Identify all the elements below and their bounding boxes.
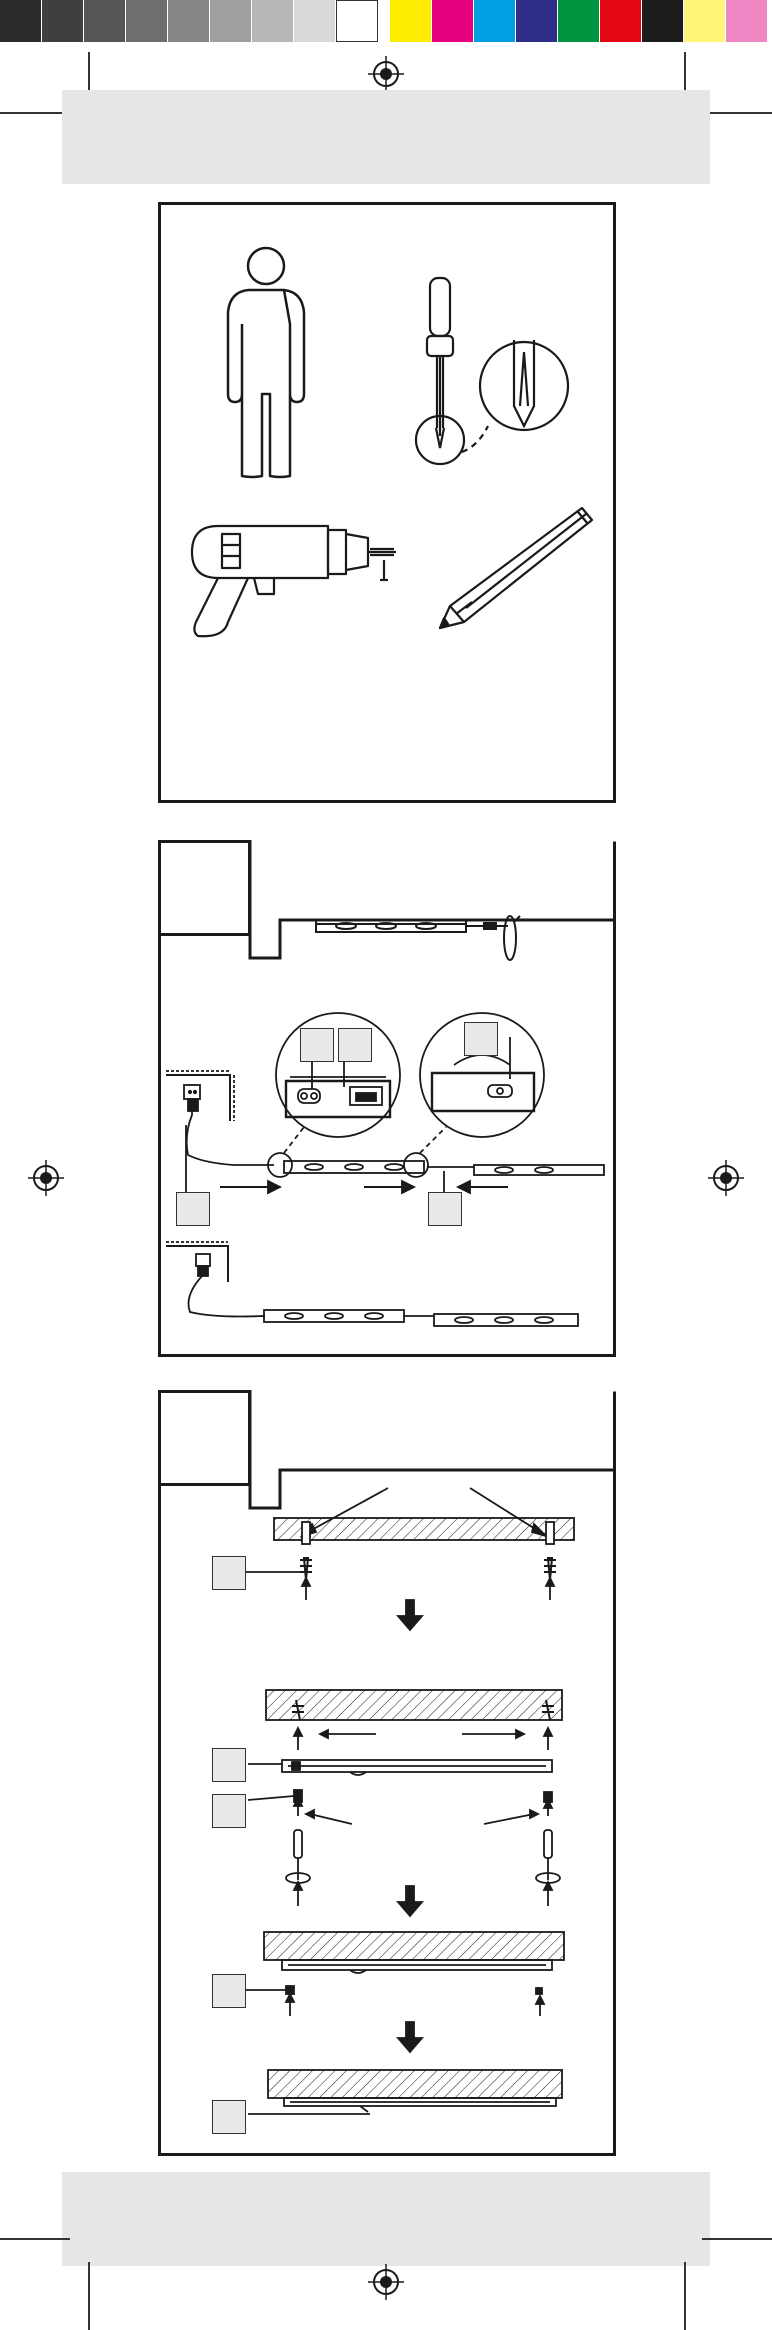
led-bar-icon	[314, 908, 532, 964]
color-calibration-bar	[0, 0, 772, 44]
swatch-black-60	[168, 0, 210, 42]
registration-mark-icon	[368, 56, 404, 92]
footer-band	[62, 2172, 710, 2266]
crop-mark	[684, 52, 686, 92]
swatch-black-80	[84, 0, 126, 42]
header-band	[62, 90, 710, 184]
swatch-black	[642, 0, 684, 42]
swatch-black-40	[252, 0, 294, 42]
crop-mark	[88, 2262, 90, 2330]
swatch-red	[600, 0, 642, 42]
swatch-cyan	[474, 0, 516, 42]
swatch-black-100	[0, 0, 42, 42]
registration-mark-icon	[28, 1160, 64, 1196]
callout-label-box	[212, 2100, 246, 2134]
swatch-black-70	[126, 0, 168, 42]
mounting-steps-icon	[200, 1470, 580, 2150]
person-icon	[218, 244, 318, 478]
crop-mark	[702, 112, 772, 114]
swatch-yellow	[390, 0, 432, 42]
callout-label-box	[428, 1192, 462, 1226]
callout-label-box	[212, 1748, 246, 1782]
callout-label-box	[176, 1192, 210, 1226]
swatch-light-yellow	[684, 0, 726, 42]
callout-label-box	[300, 1028, 334, 1062]
crop-mark	[0, 112, 70, 114]
swatch-magenta	[432, 0, 474, 42]
figure-number-box	[158, 840, 251, 936]
screwdriver-icon	[408, 276, 584, 476]
assembled-bars-icon	[164, 1240, 594, 1340]
swatch-black-50	[210, 0, 252, 42]
crop-mark	[88, 52, 90, 92]
swatch-black-20	[294, 0, 336, 42]
crop-mark	[684, 2262, 686, 2330]
swatch-pink	[726, 0, 768, 42]
callout-label-box	[212, 1974, 246, 2008]
callout-label-box	[464, 1022, 498, 1056]
drill-icon	[188, 512, 398, 642]
swatch-black-90	[42, 0, 84, 42]
callout-label-box	[212, 1556, 246, 1590]
crop-mark	[702, 2238, 772, 2240]
registration-mark-icon	[708, 1160, 744, 1196]
swatch-white	[336, 0, 378, 42]
crop-mark	[0, 2238, 70, 2240]
swatch-blue	[516, 0, 558, 42]
callout-label-box	[212, 1794, 246, 1828]
callout-label-box	[338, 1028, 372, 1062]
pencil-icon	[436, 504, 598, 630]
swatch-green	[558, 0, 600, 42]
registration-mark-icon	[368, 2264, 404, 2300]
